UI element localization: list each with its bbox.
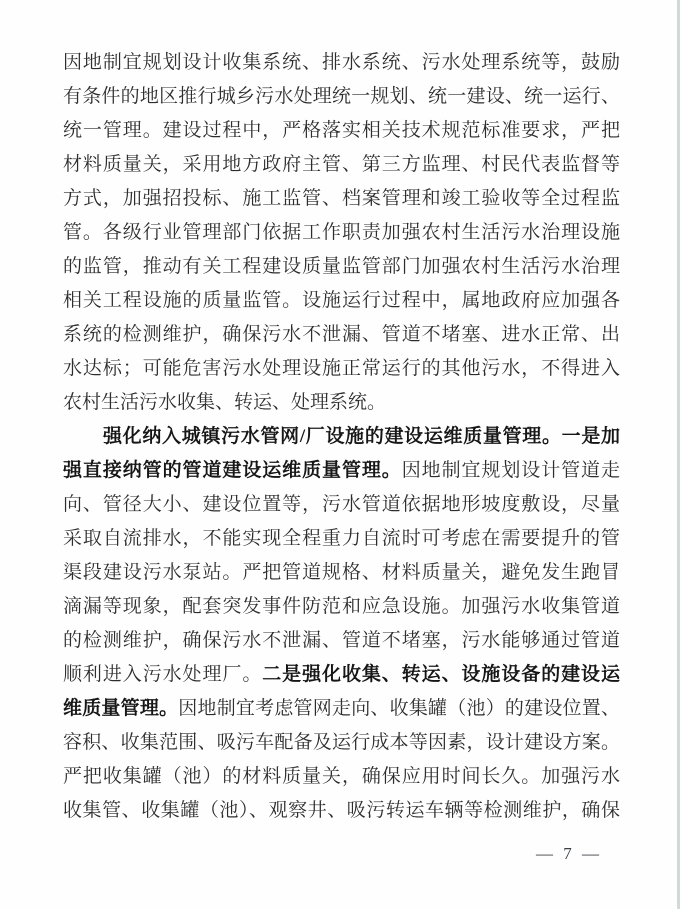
text-line [63, 522, 620, 556]
text-segment: 农村生活污水收集、转运、处理系统。 [63, 392, 387, 413]
text-line [63, 182, 620, 216]
text-line [63, 794, 620, 828]
text-line [63, 658, 620, 692]
bold-text-segment: 强化纳入城镇污水管网/厂设施的建设运维质量管理。一是加 [103, 426, 620, 447]
bold-text-segment: 二是强化收集、转运、设施设备的建设运 [262, 664, 620, 685]
text-segment: 渠段建设污水泵站。严把管道规格、材料质量关，避免发生跑冒 [63, 562, 620, 583]
text-line [63, 352, 620, 386]
text-segment: 容积、收集范围、吸污车配备及运行成本等因素，设计建设方案。 [63, 732, 620, 753]
bold-text-segment: 强直接纳管的管道建设运维质量管理。 [63, 460, 402, 481]
text-segment: 因地制宜考虑管网走向、收集罐（池）的建设位置、 [178, 698, 620, 719]
text-line [63, 386, 620, 420]
text-segment: 滴漏等现象，配套突发事件防范和应急设施。加强污水收集管道 [63, 596, 620, 617]
text-segment: 有条件的地区推行城乡污水处理统一规划、统一建设、统一运行、 [63, 86, 620, 107]
bold-text-segment: 维质量管理。 [63, 698, 179, 719]
text-line [63, 46, 620, 80]
text-segment: 的检测维护，确保污水不泄漏、管道不堵塞，污水能够通过管道 [63, 630, 620, 651]
scan-edge-line [677, 0, 680, 909]
text-segment: 统一管理。建设过程中，严格落实相关技术规范标准要求，严把 [63, 120, 620, 141]
text-segment: 因地制宜规划设计管道走 [401, 460, 620, 481]
text-segment: 系统的检测维护，确保污水不泄漏、管道不堵塞、进水正常、出 [63, 324, 620, 345]
paragraph-quality-management [63, 420, 620, 828]
text-segment: 采取自流排水，不能实现全程重力自流时可考虑在需要提升的管 [63, 528, 620, 549]
text-line [63, 556, 620, 590]
text-line [63, 148, 620, 182]
text-segment: 向、管径大小、建设位置等，污水管道依据地形坡度敷设，尽量 [63, 494, 620, 515]
text-line [63, 488, 620, 522]
text-line [63, 250, 620, 284]
text-line [63, 420, 620, 454]
page-number: — 7 — [536, 844, 602, 863]
text-line [63, 760, 620, 794]
text-line [63, 454, 620, 488]
text-line [63, 692, 620, 726]
text-line [63, 284, 620, 318]
text-line [63, 318, 620, 352]
text-segment: 顺利进入污水处理厂。 [63, 664, 263, 685]
text-segment: 管。各级行业管理部门依据工作职责加强农村生活污水治理设施 [63, 222, 620, 243]
text-segment: 材料质量关，采用地方政府主管、第三方监理、村民代表监督等 [63, 154, 620, 175]
paragraph-continued-from-previous-page [63, 46, 620, 420]
text-segment: 方式，加强招投标、施工监管、档案管理和竣工验收等全过程监 [63, 188, 620, 209]
text-line [63, 114, 620, 148]
text-line [63, 216, 620, 250]
text-segment: 的监管，推动有关工程建设质量监管部门加强农村生活污水治理 [63, 256, 620, 277]
text-line [63, 80, 620, 114]
text-segment: 相关工程设施的质量监管。设施运行过程中，属地政府应加强各 [63, 290, 620, 311]
text-segment: 严把收集罐（池）的材料质量关，确保应用时间长久。加强污水 [63, 766, 620, 787]
text-segment: 因地制宜规划设计收集系统、排水系统、污水处理系统等，鼓励 [63, 52, 620, 73]
text-line [63, 726, 620, 760]
text-line [63, 590, 620, 624]
text-line [63, 624, 620, 658]
text-segment: 收集管、收集罐（池）、观察井、吸污转运车辆等检测维护，确保 [63, 800, 620, 821]
document-body [63, 46, 620, 828]
text-segment: 水达标；可能危害污水处理设施正常运行的其他污水，不得进入 [63, 358, 620, 379]
